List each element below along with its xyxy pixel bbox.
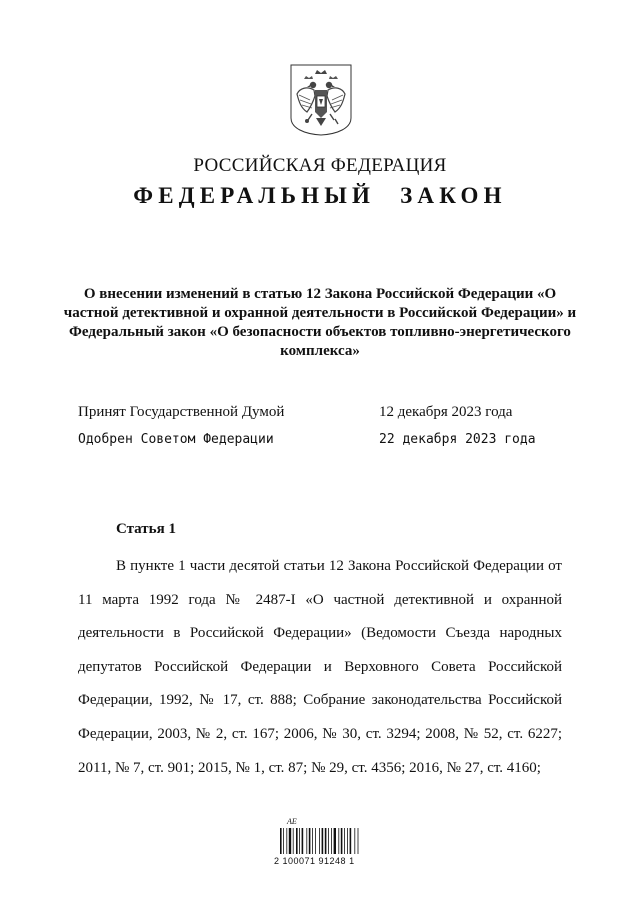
barcode-bar [325, 828, 327, 854]
article-heading: Статья 1 [116, 521, 176, 537]
barcode-bar [296, 828, 298, 854]
adoption-label: Принят Государственной Думой [78, 404, 285, 420]
barcode-number: 2 100071 91248 1 [274, 856, 355, 866]
article-body-text: В пункте 1 части десятой статьи 12 Закона Российской Федерации от 11 марта 1992 года № 2487-I «О частной детективной и охранной деятельности в Российской Федерации» (Ведомости Съезда народных депутатов Российской Федерации и Верховного Совета Российской Федерации, 1992, № 17, ст. 888; Собрание законодательства Российской Федерации, 2003, № 2, ст. 167; 2006, № 30, ст. 3294; 2008, № 52, ст. 6227; 2011, № 7, ст. 901; 2015, № 1, ст. 87; № 29, ст. 4356; 2016, № 27, ст. 4160; [78, 558, 562, 776]
barcode-bar [350, 828, 352, 854]
barcode-bar [354, 828, 355, 854]
barcode-bar [344, 828, 345, 854]
barcode-logo: AE [287, 817, 297, 826]
barcode-bar [283, 828, 284, 854]
barcode-bar [328, 828, 329, 854]
barcode-bar [315, 828, 316, 854]
law-type-heading: ФЕДЕРАЛЬНЫЙ ЗАКОН [133, 183, 507, 208]
barcode-bar [302, 828, 304, 854]
barcode-bar [306, 828, 307, 854]
barcode-bar [331, 828, 332, 854]
barcode-bar [338, 828, 339, 854]
barcode-bar [347, 828, 348, 854]
adoption-label: Одобрен Советом Федерации [78, 432, 274, 447]
coat-of-arms-emblem-icon [290, 64, 352, 136]
barcode-icon [280, 828, 360, 854]
barcode-bar [334, 828, 336, 854]
barcode-bar [319, 828, 320, 854]
barcode-bar [280, 828, 282, 854]
barcode-bar [341, 828, 343, 854]
barcode-bar [358, 828, 359, 854]
barcode-bar [322, 828, 324, 854]
barcode-bar [293, 828, 294, 854]
country-heading: РОССИЙСКАЯ ФЕДЕРАЦИЯ [193, 155, 447, 176]
adoption-date: 12 декабря 2023 года [379, 404, 513, 420]
barcode-bar [312, 828, 313, 854]
barcode-bar [299, 828, 300, 854]
barcode-bar [309, 828, 311, 854]
adoption-date: 22 декабря 2023 года [379, 432, 536, 447]
barcode-bar [289, 828, 291, 854]
law-title: О внесении изменений в статью 12 Закона Российской Федерации «О частной детективной и охранной деятельности в Российской Федерации» и Федеральный закон «О безопасности объектов топливно-энергетического комплекса» [63, 286, 577, 359]
barcode-bar [286, 828, 287, 854]
